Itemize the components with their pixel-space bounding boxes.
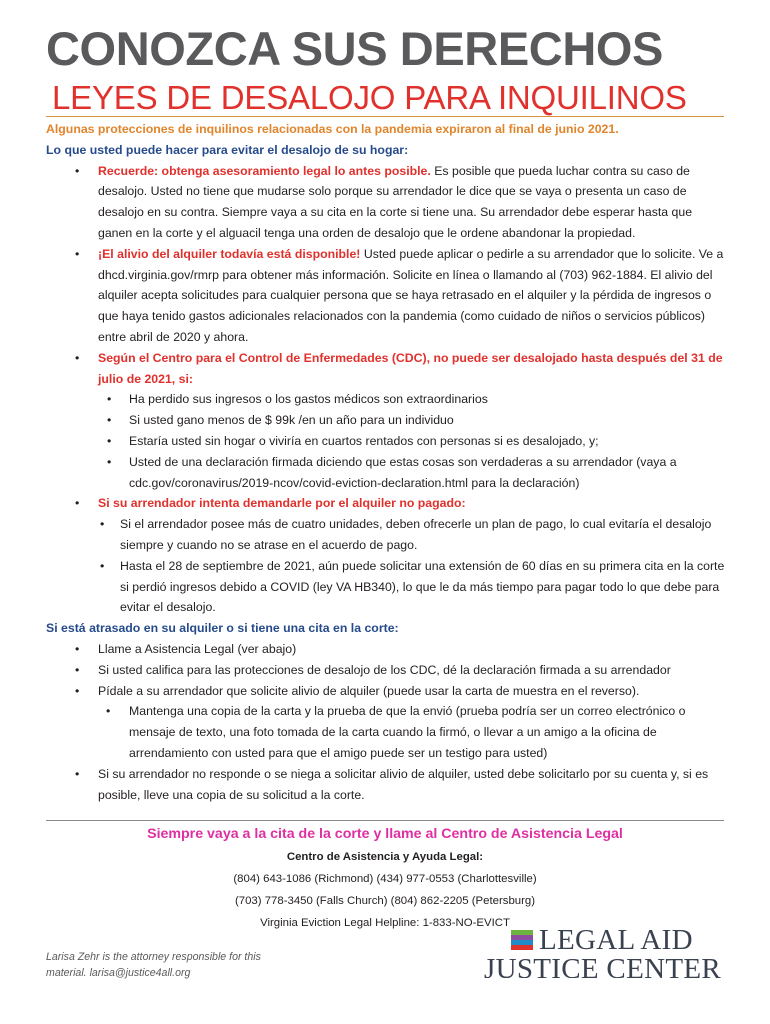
cdc-criteria-list bbox=[98, 389, 728, 493]
item-text: Usted puede aplicar o pedirle a su arrendador que lo solicite. Ve a dhcd.virginia.gov/rmrp para obtener más información. Solicite en línea o llamando al (703) 962-1884. El alivio del alquiler acepta solicitudes para cualquier persona que se haya retrasado en el alquiler y la pérdida de ingresos o que haya tenido gastos adicionales relacionados con la pandemia (como cuidado de niños o servicios públicos) entre abril de 2020 y ahora. bbox=[98, 246, 724, 344]
contact-line: (703) 778-3450 (Falls Church) (804) 862-2205 (Petersburg) bbox=[234, 895, 536, 907]
list-item: • Si su arrendador no responde o se niega a solicitar alivio de alquiler, usted debe solicitarlo por su cuenta y, si es posible, lleve una copia de su solicitud a la corte. bbox=[46, 764, 728, 806]
section-heading-avoid-eviction: Lo que usted puede hacer para evitar el desalojo de su hogar: bbox=[46, 142, 409, 157]
list-item: • Si usted califica para las protecciones de desalojo de los CDC, dé la declaración firmada a su arrendador bbox=[46, 660, 728, 681]
logo-text-line1: LEGAL AID bbox=[539, 926, 693, 956]
callout-banner: Siempre vaya a la cita de la corte y llame al Centro de Asistencia Legal bbox=[147, 826, 623, 842]
helpline-line: Virginia Eviction Legal Helpline: 1-833-NO-EVICT bbox=[260, 917, 510, 929]
item-lead: Recuerde: obtenga asesoramiento legal lo antes posible. bbox=[98, 163, 431, 178]
item-lead: Según el Centro para el Control de Enfermedades (CDC), no puede ser desalojado hasta después del 31 de julio de 2021, si: bbox=[98, 350, 723, 386]
list-item-unpaid-rent bbox=[46, 493, 728, 618]
logo-stripe bbox=[511, 930, 533, 935]
pandemic-notice: Algunas protecciones de inquilinos relacionadas con la pandemia expiraron al final de junio 2021. bbox=[46, 122, 619, 136]
list-item-cdc bbox=[46, 348, 728, 494]
behind-on-rent-list bbox=[46, 639, 728, 701]
list-item: • Ha perdido sus ingresos o los gastos médicos son extraordinarios bbox=[98, 389, 728, 410]
contact-line: (804) 643-1086 (Richmond) (434) 977-0553 (Charlottesville) bbox=[233, 873, 537, 885]
legal-aid-justice-center-logo bbox=[484, 926, 729, 978]
list-item: • Llame a Asistencia Legal (ver abajo) bbox=[46, 639, 728, 660]
item-text: Es posible que pueda luchar contra su caso de desalojo. Usted no tiene que mudarse solo porque su arrendador le dice que se vaya o presenta un caso de desalojo en su contra. Siempre vaya a su cita en la corte si tiene una. Su arrendador debe esperar hasta que ganen en la corte y el alguacil tenga una orden de desalojo que le ordene abandonar la propiedad. bbox=[98, 163, 693, 240]
list-item: • Hasta el 28 de septiembre de 2021, aún puede solicitar una extensión de 60 días en su primera cita en la corte si perdió ingresos debido a COVID (ley VA HB340), lo que le da más tiempo para pagar todo lo que debe para evitar el desalojo. bbox=[98, 556, 728, 618]
header-divider bbox=[46, 116, 724, 117]
logo-text-line2: JUSTICE CENTER bbox=[484, 953, 722, 978]
item-lead: ¡El alivio del alquiler todavía está disponible! bbox=[98, 246, 361, 261]
footer-divider bbox=[46, 820, 724, 821]
attorney-footnote bbox=[46, 949, 261, 981]
list-item: • Usted de una declaración firmada diciendo que estas cosas son verdaderas a su arrendador (vaya a cdc.gov/coronavirus/2019-ncov/covid-eviction-declaration.html para la declaración) bbox=[98, 452, 728, 494]
main-content bbox=[46, 119, 728, 805]
footnote-line: material. larisa@justice4all.org bbox=[46, 967, 191, 979]
logo-stripes-icon bbox=[511, 930, 533, 950]
logo-stripe bbox=[511, 935, 533, 940]
list-item: • Pídale a su arrendador que solicite alivio de alquiler (puede usar la carta de muestra en el reverso). bbox=[46, 681, 728, 702]
avoid-eviction-list bbox=[46, 161, 728, 619]
item-lead: Si su arrendador intenta demandarle por el alquiler no pagado: bbox=[98, 496, 466, 511]
list-item: • Estaría usted sin hogar o viviría en cuartos rentados con personas si es desalojado, y; bbox=[98, 431, 728, 452]
list-item: • Mantenga una copia de la carta y la prueba de que la envió (prueba podría ser un correo electrónico o mensaje de texto, una foto tomada de la carta cuando la firmó, o llevar a un amigo a la oficina de arrendamiento con usted para que el amigo puede ser un testigo para usted) bbox=[46, 701, 728, 763]
page-title: CONOZCA SUS DERECHOS bbox=[46, 22, 663, 75]
list-item-legal-advice bbox=[46, 161, 728, 244]
logo-stripe bbox=[511, 940, 533, 945]
list-item-rent-relief bbox=[46, 244, 728, 348]
section-heading-behind-on-rent: Si está atrasado en su alquiler o si tiene una cita en la corte: bbox=[46, 621, 399, 636]
logo-stripe bbox=[511, 945, 533, 950]
list-item: • Si usted gano menos de $ 99k /en un año para un individuo bbox=[98, 410, 728, 431]
self-apply-list bbox=[46, 764, 728, 806]
footnote-line: Larisa Zehr is the attorney responsible for this bbox=[46, 951, 261, 963]
contacts-heading: Centro de Asistencia y Ayuda Legal: bbox=[286, 851, 484, 863]
list-item: • Si el arrendador posee más de cuatro unidades, deben ofrecerle un plan de pago, lo cual evitaría el desalojo siempre y cuando no se atrase en el acuerdo de pago. bbox=[98, 514, 728, 556]
legal-aid-contacts bbox=[0, 846, 770, 934]
letter-copy-list bbox=[46, 701, 728, 763]
page-subtitle: LEYES DE DESALOJO PARA INQUILINOS bbox=[52, 79, 687, 116]
unpaid-rent-list bbox=[98, 514, 728, 618]
